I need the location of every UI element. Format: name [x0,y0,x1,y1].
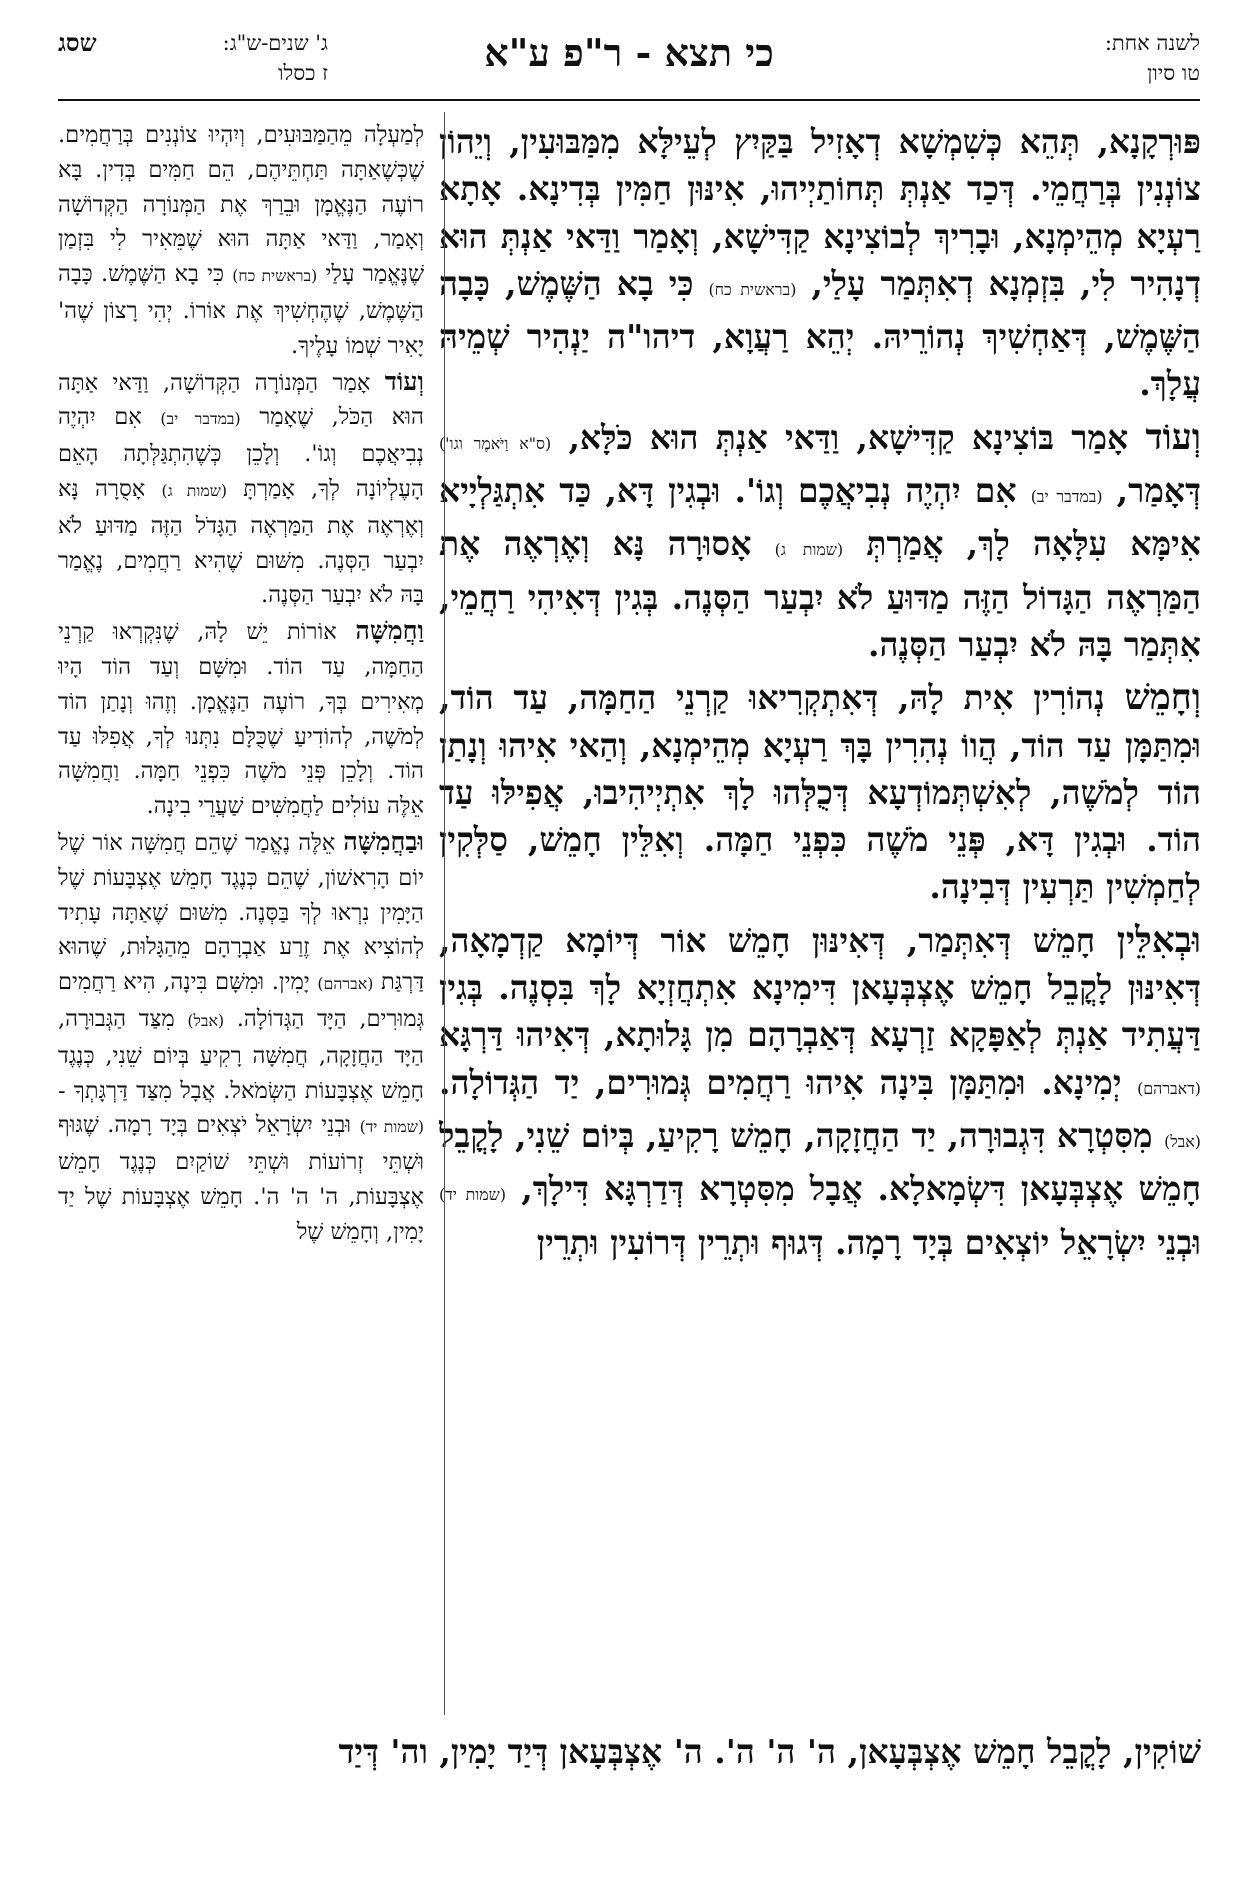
main-paragraph [439,674,1201,910]
side-text: יָמִין. וּמִשָּׁם בִּינָה, הִיא רַחֲמִים גְּמוּרִים, הַיָּד הַגְּדוֹלָה. [58,969,424,1032]
source-citation: (שמות ג) [161,480,228,500]
main-paragraph [439,414,1201,668]
source-citation: (דאברהם) [1137,1078,1201,1098]
page-title: כי תצא - ר"פ ע"א [484,30,774,75]
side-text: כִּי בָא הַשֶּׁמֶשׁ. כָּבָה הַשֶּׁמֶשׁ, שֶׁהֶחְשִׁיךְ אֶת אוֹרוֹ. יְהִי רָצוֹן שֶׁה' יָאִיר שְׁמוֹ עָלֶיךָ. [58,261,424,359]
hebrew-translation-column [58,118,424,1713]
source-citation: (במדבר יב) [1030,487,1103,507]
main-text: כִּי בָא הַשֶּׁמֶשׁ, כָּבָה הַשֶּׁמֶשׁ, דְּאַחְשִׁיךְ נְהוֹרֵיהּ. יְהֵא רַעֲוָא, דיהו"ה יַנְהִיר שְׁמֵיהּ עֲלָךְ. [439,263,1201,404]
main-text: חָמֵשׁ דְּאִתְּמַר, דְּאִינּוּן חָמֵשׁ אוֹר דְּיוֹמָא קַדְמָאָה, דְּאִינּוּן לָקֳבֵל חָמֵשׁ אֶצְבְּעָאן דִּימִינָא אִתְחֲזְיָא לָךְ בִּסְנֶה. בְּגִין דַּעֲתִיד אַנְתְּ לְאַפָּקָא זַרְעָא דְּאַבְרָהָם מִן גָּלוּתָא, דְּאִיהוּ דַּרְגָּא [439,920,1201,1055]
aramaic-text-column [439,118,1201,1713]
main-text: וּבְנֵי יִשְׂרָאֵל יוֹצְאִים בְּיָד רָמָה. דְּגוּף וּתְרֵין דְּרוֹעִין וּתְרֵין [536,1222,1201,1262]
page-header [58,28,1200,96]
side-text: אָסֻרָה נָּא וְאֶרְאֶה אֶת הַמַּרְאֶה הַגָּדֹל הַזֶּה מַדּוּעַ לֹא יִבְעַר הַסְּנֶה. מִשּׁוּם שֶׁהִיא רַחֲמִים, נֶאֱמַר בָּהּ לֹא יִבְעַר הַסְּנֶה. [58,475,424,609]
side-text: לְמַעְלָה מֵהַמַּבּוּעִים, וְיִהְיוּ צוֹנְנִים בְּרַחֲמִים. שֶׁכְּשֶׁאַתָּה תַּחְתֵּיהֶם, הֵם חַמִּים בְּדִין. בָּא רוֹעֶה הַנֶּאֱמָן וּבֵרַךְ אֶת הַמְּנוֹרָה הַקְּדוֹשָׁה וְאָמַר, וַדַּאי אַתָּה הוּא שֶׁמֵּאִיר לִי בִּזְמַן שֶׁנֶּאֱמַר עָלַי [58,122,424,288]
side-paragraph [58,613,424,824]
main-text: אָמַר בּוֹצִינָא קַדִּישָׁא, וַדַּאי אַנְתְּ הוּא כֹּלָּא, [568,417,1129,457]
side-paragraph [58,118,424,364]
side-paragraph [58,824,424,1250]
source-citation: (אברהם) [317,974,374,994]
main-text: נְהוֹרִין אִית לָהּ, דְּאִתְקְרִיאוּ קַרְנֵי הַחַמָּה, עַד הוֹד, וּמִתַּמָּן עַד הוֹד, הֲווֹ נְהִרִין בָּךְ רַעְיָא מְהֵימְנָא, וְהַאי אִיהוּ וְנָתַן הוֹד לְמֹשֶׁה, לְאִשְׁתְּמוֹדְעָא דְּכֻלְּהוּ לָךְ אִתְיְיהִיבוּ, אֲפִילּוּ עַד הוֹד. וּבְגִין דָּא, פְּנֵי מֹשֶׁה כִּפְנֵי חַמָּה. וְאִלֵּין חָמֵשׁ, סַלְּקִין לְחַמְשִׁין תַּרְעִין דְּבִינָה. [439,678,1201,907]
side-text: וּבְנֵי יִשְׂרָאֵל יֹצְאִים בְּיָד רָמָה. שֶׁגּוּף וּשְׁתֵּי זְרוֹעוֹת וּשְׁתֵּי שׁוֹקַיִם כְּנֶגֶד חָמֵשׁ אֶצְבָּעוֹת, ה' ה' ה'. חָמֵשׁ אֶצְבָּעוֹת שֶׁל יַד יָמִין, וְחָמֵשׁ שֶׁל [58,1112,424,1245]
source-citation: (אבל) [1164,1131,1201,1151]
source-citation: (במדבר יב) [160,409,241,429]
paragraph-lead-word: וְעוֹד [1145,416,1201,458]
main-text: אִם יִהְיֶה נְבִיאֲכֶם וְגוֹ'. וּבְגִין דָּא, כַּד אִתְגַּלְיָיא אִימָּא עִלָּאָה לָךְ, אֲמַרְתְּ [439,471,1201,564]
main-text: יְמִינָא. וּמִתַּמָּן בִּינָה אִיהוּ רַחֲמִים גְּמוּרִים, יַד הַגְּדוֹלָה. [439,1062,1122,1102]
header-right-date: טו סיון [1147,61,1200,85]
source-citation: (ס"א וַיֹּאמֶר וגו') [439,433,552,453]
bottom-continuation-line: שׁוֹקִין, לָקֳבֵל חָמֵשׁ אֶצְבְּעָאן, ה' ה' ה'. ה' אֶצְבְּעָאן דְּיַד יָמִין, וה' דְּיַד [338,1732,1201,1771]
main-text: מִסִּטְרָא דִּגְבוּרָה, יַד הַחֲזָקָה, חָמֵשׁ רָקִיעַ, בְּיוֹם שֵׁנִי, לָקֳבֵל חָמֵשׁ אֶצְבְּעָאן דִּשְׂמָאלָא. אֲבָל מִסִּטְרָא דְּדַרְגָּא דִּילָךְ, [439,1115,1201,1209]
main-paragraph [439,917,1201,1266]
side-text: אֵלֶּה נֶאֱמַר שֶׁהֵם חֲמִשָּׁה אוֹר שֶׁל יוֹם הָרִאשׁוֹן, שֶׁהֵם כְּנֶגֶד חָמֵשׁ אֶצְבָּעוֹת שֶׁל הַיָּמִין נִרְאוּ לְךָ בַּסְּנֶה. מִשּׁוּם שֶׁאַתָּה עָתִיד לְהוֹצִיא אֶת זֶרַע אַבְרָהָם מֵהַגָּלוּת, שֶׁהוּא דַּרְגַּת [58,829,424,996]
header-schedule-three-years [58,28,328,88]
source-citation: (אבל) [187,1010,225,1030]
side-text: מִצַּד הַגְּבוּרָה, הַיָּד הַחֲזָקָה, חֲמִשָּׁה רָקִיעַ בְּיוֹם שֵׁנִי, כְּנֶגֶד חָמֵשׁ אֶצְבָּעוֹת הַשְּׂמֹאל. אֲבָל מִצַּד דַּרְגָּתְךָ - [58,1005,424,1104]
side-paragraph [58,364,424,614]
source-citation: (בראשית כח) [708,279,797,299]
paragraph-lead-word: וּבַחֲמִשָּׁה [343,825,424,856]
main-paragraph [439,118,1201,408]
paragraph-lead-word: וְעוֹד [384,365,424,396]
source-citation: (שמות ג) [774,540,844,560]
paragraph-lead-word: וַחֲמִשָּׁה [355,615,424,646]
paragraph-lead-word: וּבְאִלֵּין [1116,919,1201,961]
main-text: אָסוּרָה נָּא וְאֶרְאֶה אֶת הַמַּרְאֶה הַגָּדוֹל הַזֶּה מַדּוּעַ לֹא יִבְעַר הַסְּנֶה. בְּגִין דְּאִיהִי רַחֲמֵי, אִתְּמַר בָּהּ לֹא יִבְעַר הַסְּנֶה. [439,524,1201,664]
header-right-label: לשנה אחת: [1104,31,1200,55]
side-text: אָמַר הַמְּנוֹרָה הַקְּדוֹשָׁה, וַדַּאי אַתָּה הוּא הַכֹּל, שֶׁאָמַר [58,369,424,431]
header-left-label: ג' שנים-ש"ג: [222,31,328,55]
source-citation: (שמות יד) [439,1185,507,1205]
side-text: אוֹרוֹת יֵשׁ לָהּ, שֶׁנִּקְרְאוּ קַרְנֵי הַחַמָּה, עַד הוֹד. וּמִשָּׁם וְעַד הוֹד הָיוּ מְאִירִים בְּךָ, רוֹעֶה הַנֶּאֱמָן. וְזֶהוּ וְנָתַן הוֹד לְמֹשֶׁה, לְהוֹדִיעַ שֶׁכֻּלָּם נִתְּנוּ לְךָ, אֲפִלּוּ עַד הוֹד. וְלָכֵן פְּנֵי מֹשֶׁה כִּפְנֵי חַמָּה. וַחֲמִשָּׁה אֵלֶּה עוֹלִים לַחֲמִשִּׁים שַׁעֲרֵי בִינָה. [58,619,424,820]
header-rule [58,99,1200,101]
main-text: דְּאָמַר, [1116,471,1201,511]
source-citation: (שמות יד) [359,1117,424,1137]
side-text: אִם יִהְיֶה נְבִיאֲכֶם וְגוֹ'. וְלָכֵן כְּשֶׁהִתְגַּלְּתָה הָאֵם הָעֶלְיוֹנָה לְךָ, אָמַרְתָּ [58,404,424,502]
column-divider [444,112,445,1715]
page-number: שסג [58,28,97,57]
paragraph-lead-word: וְחָמֵשׁ [1124,677,1201,719]
source-citation: (בראשית כח) [232,266,318,286]
header-left-date: ז כסלו [278,61,328,85]
main-text: פּוּרְקָנָא, תְּהֵא כְּשִׁמְשָׁא דְאָזִיל בַּקַּיִץ לְעֵילָּא מִמַּבּוּעִין, וְיֵהוֹן צוֹנְנִין בְּרַחֲמֵי. דְּכַד אַנְתְּ תְּחוֹתַיְיהוּ, אִינּוּן חַמִּין בְּדִינָא. אָתָא רַעְיָא מְהֵימְנָא, וּבָרִיךְ לְבוֹצִינָא קַדִּישָׁא, וְאָמַר וַדַּאי אַנְתְּ הוּא דְנָהִיר לִי, בִּזְמְנָא דְאִתְּמַר עָלַי, [439,122,1201,303]
